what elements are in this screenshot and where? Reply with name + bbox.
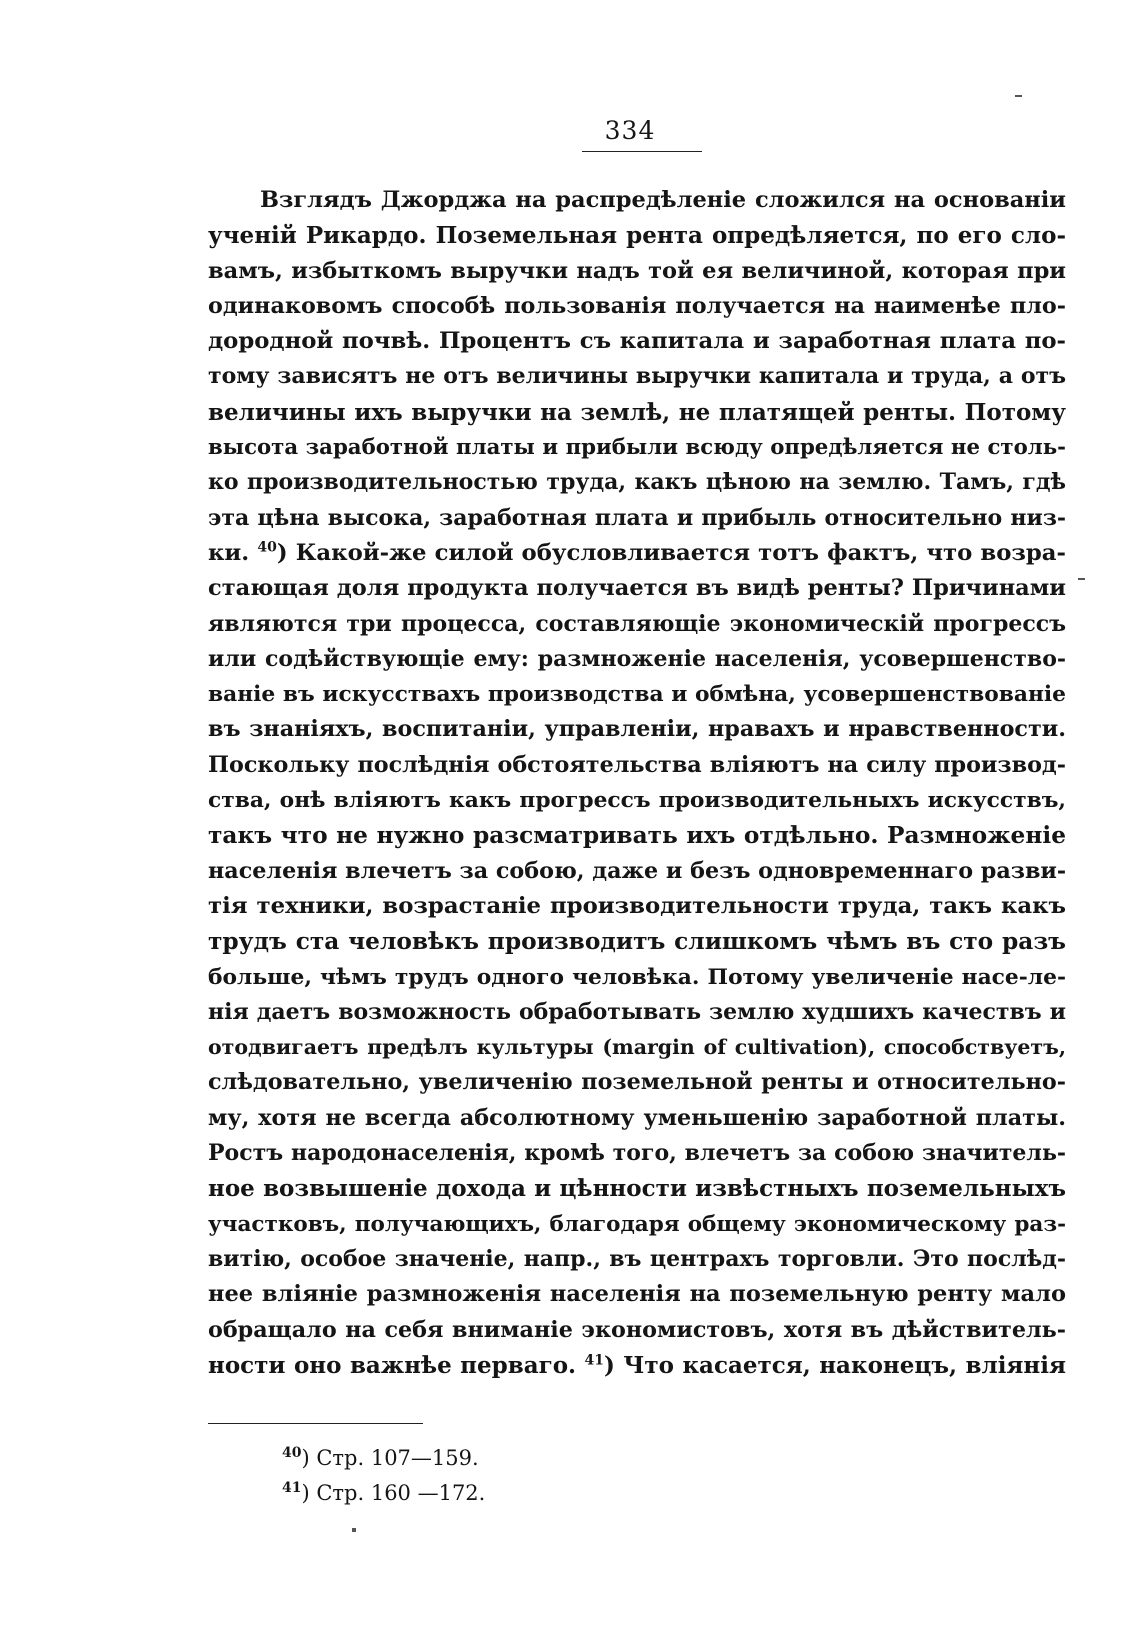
footnote-mark: 40 [282,1445,302,1461]
text-line: ное возвышеніе дохода и цѣнности извѣстныхъ поземельныхъ [208,1175,1066,1203]
text-line: такъ что не нужно разсматривать ихъ отдѣльно. Размноженіе [208,822,1066,850]
text-line: стающая доля продукта получается въ видѣ ренты? Причинами [208,575,1066,602]
text-line: тія техники, возрастаніе производительности труда, такъ какъ [208,892,1066,919]
text-line: ки. $^{40}$) Какой-же силой обусловливается тотъ фактъ, что возра- [208,539,1066,566]
text-line: Поскольку послѣднія обстоятельства вліяютъ на силу производ- [208,751,1066,778]
footnote [282,1476,485,1511]
text-line: населенія влечетъ за собою, даже и безъ одновременнаго разви- [208,857,1067,884]
text-line: больше, чѣмъ трудъ одного человѣка. Потому увеличеніе насе-ле- [208,964,1066,990]
footnote-ref: 41 [584,1352,605,1369]
text-line: тому зависятъ не отъ величины выручки капитала и труда, а отъ [208,363,1066,390]
text-line: Ростъ народонаселенія, кромѣ того, влечетъ за собою значитель- [208,1140,1066,1167]
text-line: му, хотя не всегда абсолютному уменьшенію заработной платы. [208,1104,1066,1131]
footnote [282,1441,485,1476]
scan-speck [1078,578,1085,580]
scan-speck [1015,95,1022,97]
text-line: величины ихъ выручки на землѣ, не платящей ренты. Потому [208,398,1066,426]
text-line: или содѣйствующіе ему: размноженіе населенія, усовершенство- [208,645,1066,672]
page-number-rule [582,151,702,152]
text-line: высота заработной платы и прибыли всюду опредѣляется не столь- [208,435,1066,461]
text-line: эта цѣна высока, заработная плата и прибыль относительно низ- [208,504,1066,531]
footnote-separator [208,1423,423,1424]
footnote-text: ) Стр. 107—159. [301,1446,479,1470]
text-line: въ знаніяхъ, воспитаніи, управленіи, нравахъ и нравственности. [208,716,1066,743]
text-line: являются три процесса, составляющіе экономическій прогрессъ [208,610,1066,637]
text-line: ученій Рикардо. Поземельная рента опредѣляется, по его сло- [208,222,1066,250]
body-text [208,183,1066,1383]
footnotes [282,1441,485,1511]
text-line: обращало на себя вниманіе экономистовъ, хотя въ дѣйствитель- [208,1316,1066,1343]
text-line: Взглядъ Джорджа на распредѣленіе сложился на основаніи [260,187,1066,213]
text-line: ко производительностью труда, какъ цѣною на землю. Тамъ, гдѣ [208,469,1066,496]
text-line: слѣдовательно, увеличенію поземельной ренты и относительно- [208,1069,1066,1096]
text-line: трудъ ста человѣкъ производитъ слишкомъ чѣмъ въ сто разъ [208,928,1066,956]
page-number: 334 [604,116,656,145]
text-line: ности оно важнѣе перваго. $^{41}$) Что касается, наконецъ, вліянія [208,1351,1066,1379]
text-line: участковъ, получающихъ, благодаря общему экономическому раз- [208,1211,1066,1237]
scan-speck [352,1528,356,1532]
text-line: ства, онѣ вліяютъ какъ прогрессъ производительныхъ искусствъ, [208,788,1066,814]
footnote-ref: 40 [257,539,277,556]
footnote-text: ) Стр. 160 —172. [301,1481,486,1505]
text-line: одинаковомъ способѣ пользованія получается на наименѣе пло- [208,292,1066,319]
text-line: отодвигаетъ предѣлъ культуры (margin of cultivation), способствуетъ, [208,1035,1066,1060]
text-line: витію, особое значеніе, напр., въ центрахъ торговли. Это послѣд- [208,1245,1066,1272]
text-line: дородной почвѣ. Процентъ съ капитала и заработная плата по- [208,328,1066,355]
text-line: нія даетъ возможность обработывать землю худшихъ качествъ и [208,998,1066,1025]
text-line: нее вліяніе размноженія населенія на поземельную ренту мало [208,1281,1066,1308]
text-line: ваніе въ искусствахъ производства и обмѣна, усовершенствованіе [208,682,1066,708]
text-line: вамъ, избыткомъ выручки надъ той ея величиной, которая при [208,257,1066,284]
footnote-mark: 41 [282,1480,302,1496]
